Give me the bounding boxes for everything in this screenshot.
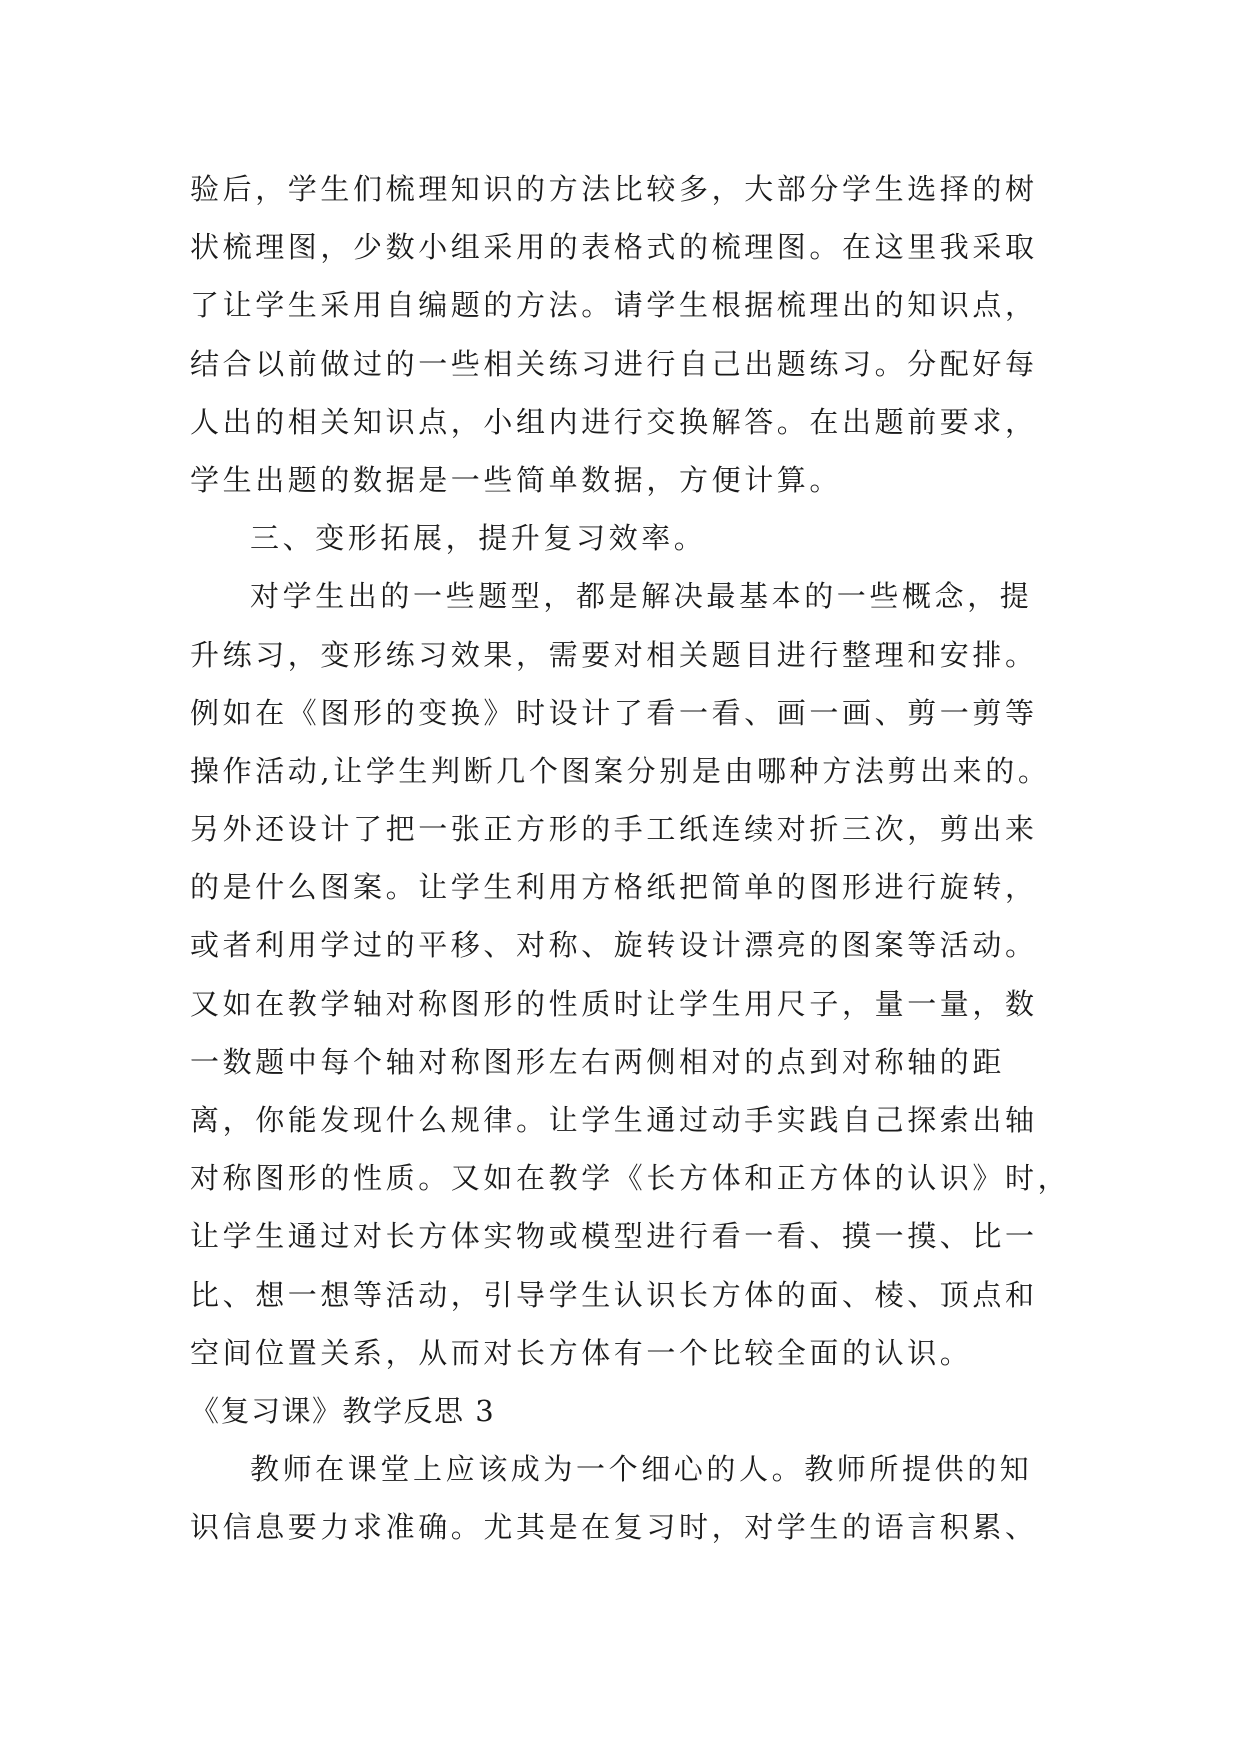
paragraph-line: 教师在课堂上应该成为一个细心的人。教师所提供的知 <box>250 1452 1033 1487</box>
paragraph-line: 又如在教学轴对称图形的性质时让学生用尺子，量一量，数 <box>190 986 1038 1021</box>
paragraph-line: 的是什么图案。让学生利用方格纸把简单的图形进行旋转， <box>190 870 1038 905</box>
paragraph-line: 验后，学生们梳理知识的方法比较多，大部分学生选择的树 <box>190 172 1038 206</box>
paragraph-line: 让学生通过对长方体实物或模型进行看一看、摸一摸、比一 <box>190 1219 1038 1254</box>
paragraph-line: 识信息要力求准确。尤其是在复习时，对学生的语言积累、 <box>190 1510 1038 1545</box>
section-heading: 三、变形拓展，提升复习效率。 <box>250 521 707 556</box>
paragraph-line: 升练习，变形练习效果，需要对相关题目进行整理和安排。 <box>190 637 1038 672</box>
paragraph-line: 了让学生采用自编题的方法。请学生根据梳理出的知识点， <box>190 288 1038 323</box>
paragraph-line: 人出的相关知识点，小组内进行交换解答。在出题前要求， <box>190 404 1038 439</box>
paragraph-line: 学生出题的数据是一些简单数据，方便计算。 <box>190 462 843 497</box>
paragraph-line: 例如在《图形的变换》时设计了看一看、画一画、剪一剪等 <box>190 695 1038 730</box>
document-heading: 《复习课》教学反思 3 <box>190 1393 496 1428</box>
paragraph-line: 比、想一想等活动，引导学生认识长方体的面、棱、顶点和 <box>190 1277 1038 1312</box>
paragraph-line: 另外还设计了把一张正方形的手工纸连续对折三次，剪出来 <box>190 812 1038 847</box>
paragraph-line: 结合以前做过的一些相关练习进行自己出题练习。分配好每 <box>190 346 1038 381</box>
paragraph-line: 离，你能发现什么规律。让学生通过动手实践自己探索出轴 <box>190 1103 1038 1137</box>
paragraph-line: 一数题中每个轴对称图形左右两侧相对的点到对称轴的距 <box>190 1044 1006 1079</box>
document-body <box>190 160 1070 1557</box>
paragraph-line: 或者利用学过的平移、对称、旋转设计漂亮的图案等活动。 <box>190 928 1038 963</box>
paragraph-line: 对学生出的一些题型，都是解决最基本的一些概念，提 <box>250 579 1033 614</box>
paragraph-line: 空间位置关系，从而对长方体有一个比较全面的认识。 <box>190 1335 973 1370</box>
paragraph-line: 状梳理图，少数小组采用的表格式的梳理图。在这里我采取 <box>190 230 1038 265</box>
paragraph-line: 操作活动,让学生判断几个图案分别是由哪种方法剪出来的。 <box>190 753 1051 788</box>
paragraph-line: 对称图形的性质。又如在教学《长方体和正方体的认识》时， <box>190 1161 1071 1196</box>
